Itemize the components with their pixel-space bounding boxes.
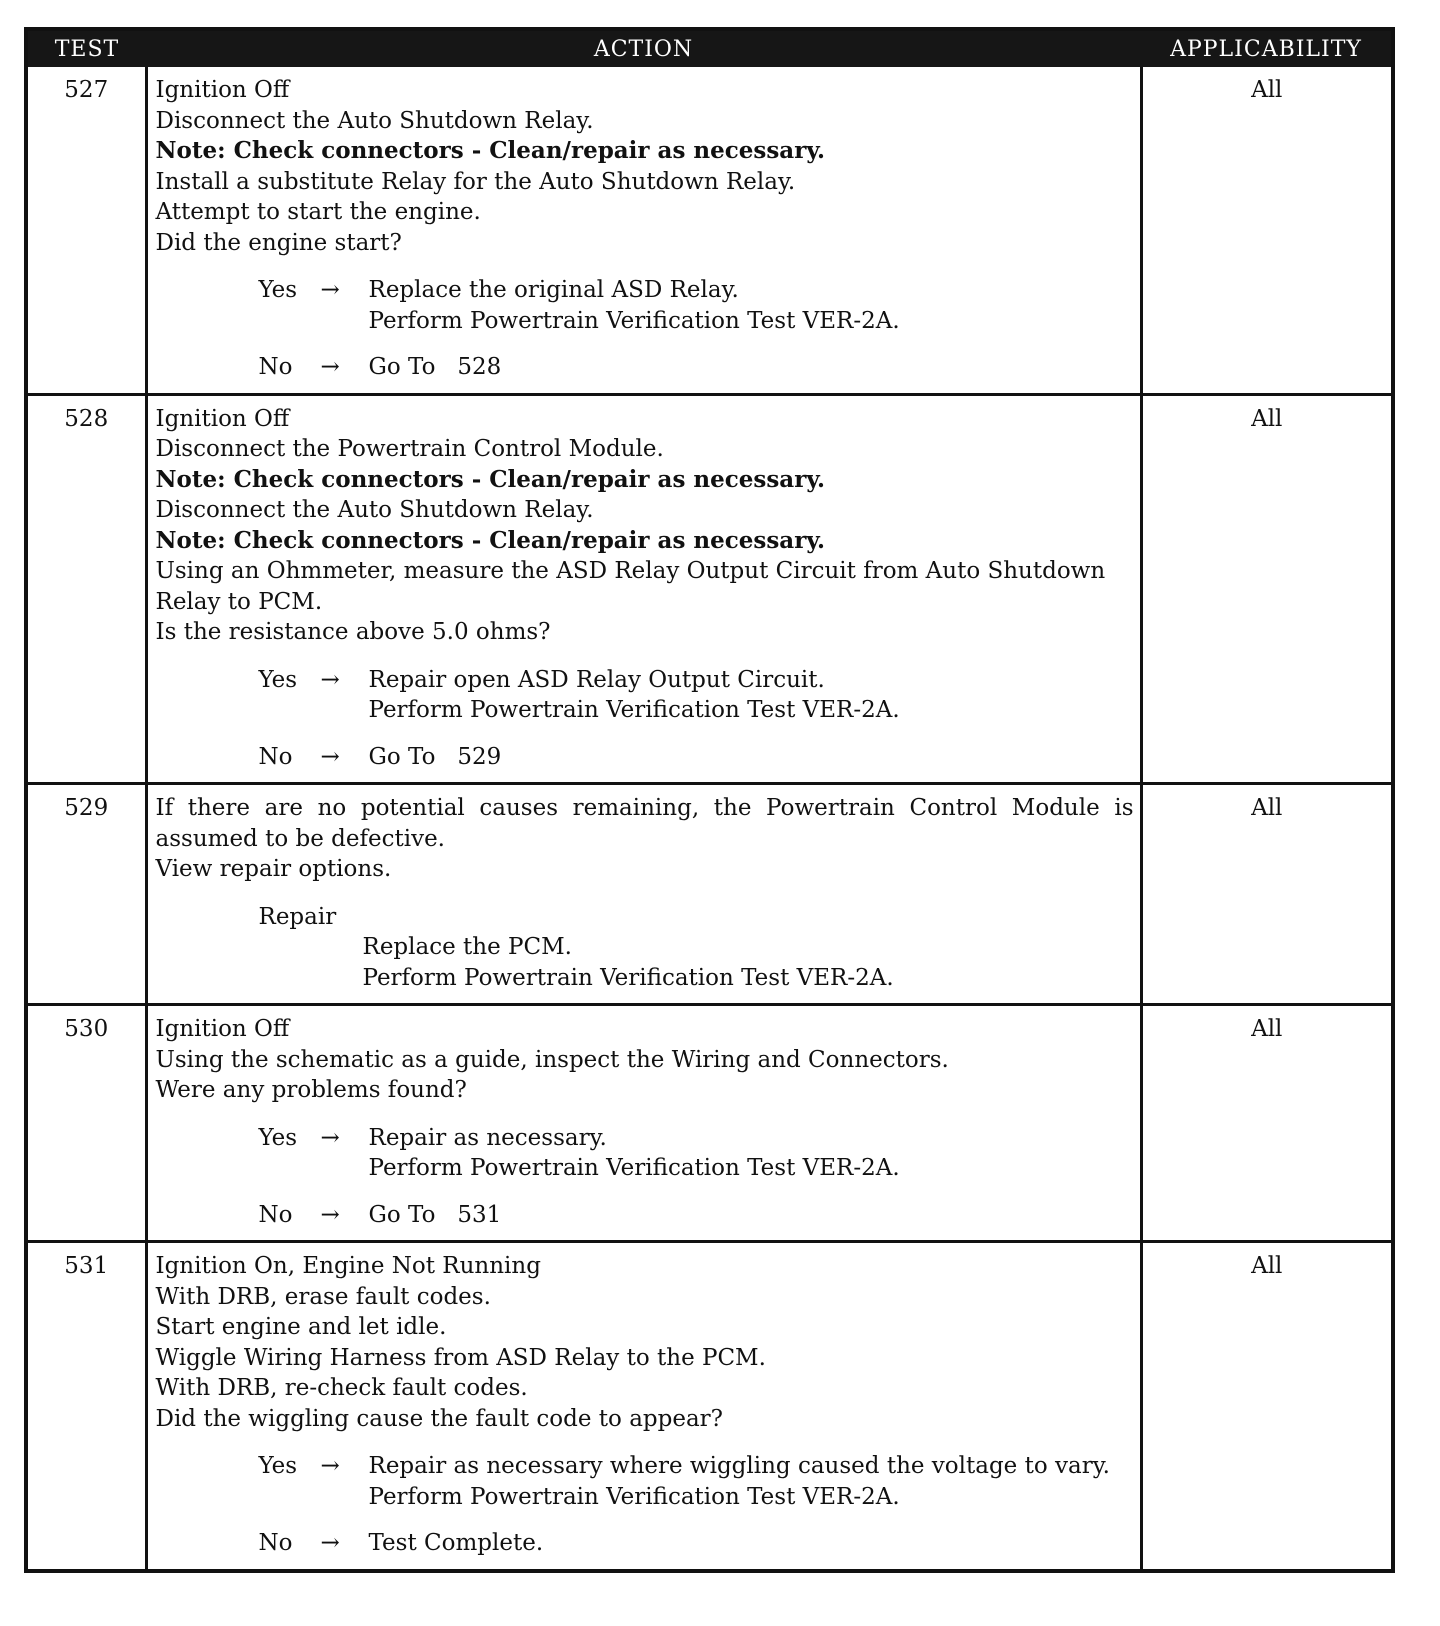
yes-label: Yes (258, 1124, 298, 1151)
yes-text (369, 665, 1134, 726)
header-applicability: APPLICABILITY (1141, 31, 1391, 67)
yes-label: Yes (258, 666, 298, 693)
no-outcome (156, 1528, 1134, 1559)
test-row-527 (28, 67, 1391, 394)
diagnostic-test-table-frame (24, 27, 1395, 1573)
yes-line: Replace the original ASD Relay. (368, 277, 739, 303)
no-label: No (258, 1530, 293, 1556)
no-text: Go To 531 (368, 1201, 502, 1228)
yes-outcome (156, 665, 1134, 726)
no-outcome (156, 742, 1134, 773)
question: Did the wiggling cause the fault code to appear? (155, 1405, 723, 1432)
yes-line: Perform Powertrain Verification Test VER-2A. (368, 1483, 900, 1510)
step: View repair options. (155, 856, 392, 882)
applicability: All (1141, 784, 1391, 1005)
question: Were any problems found? (155, 1077, 467, 1103)
no-label: No (258, 743, 293, 770)
yes-line: Repair as necessary where wiggling caused the voltage to vary. (368, 1453, 1110, 1479)
arrow-right-icon: → (320, 354, 340, 380)
yes-line: Perform Powertrain Verification Test VER-2A. (368, 1155, 900, 1181)
repair-line: Replace the PCM. (362, 934, 572, 960)
step: Ignition Off (155, 405, 290, 432)
outcomes (156, 665, 1134, 773)
yes-line: Repair open ASD Relay Output Circuit. (368, 666, 825, 693)
step: Using the schematic as a guide, inspect the Wiring and Connectors. (155, 1046, 949, 1073)
step: Disconnect the Auto Shutdown Relay. (155, 107, 594, 134)
test-number: 527 (28, 67, 146, 394)
diagnostic-test-table (28, 31, 1391, 1569)
arrow-right-icon: → (320, 666, 340, 693)
step: With DRB, re-check fault codes. (155, 1375, 528, 1401)
arrow-right-icon: → (320, 277, 340, 303)
test-number: 529 (28, 784, 146, 1005)
test-row-528 (28, 394, 1391, 784)
yes-outcome (156, 1123, 1134, 1184)
step: If there are no potential causes remaining, the Powertrain Control Module is assumed to be defective. (155, 795, 1134, 852)
action-cell (146, 1005, 1141, 1242)
action-cell (146, 1242, 1141, 1569)
yes-text (369, 1123, 1134, 1184)
step: Disconnect the Powertrain Control Module. (155, 436, 664, 462)
outcomes (156, 275, 1134, 383)
repair-lines (259, 932, 1134, 993)
yes-label: Yes (258, 1453, 298, 1479)
step: Ignition Off (155, 77, 290, 103)
no-outcome (156, 352, 1134, 383)
test-number: 528 (28, 394, 146, 784)
step: Install a substitute Relay for the Auto Shutdown Relay. (155, 168, 796, 195)
applicability: All (1141, 394, 1391, 784)
no-outcome (156, 1200, 1134, 1231)
step: Ignition On, Engine Not Running (155, 1253, 541, 1279)
applicability: All (1141, 1242, 1391, 1569)
yes-outcome (156, 275, 1134, 336)
yes-text (369, 1451, 1134, 1512)
test-number: 530 (28, 1005, 146, 1242)
no-label: No (258, 1201, 293, 1228)
test-row-530 (28, 1005, 1391, 1242)
test-number: 531 (28, 1242, 146, 1569)
action-cell (146, 67, 1141, 394)
yes-text (369, 275, 1134, 336)
note: Note: Check connectors - Clean/repair as necessary. (155, 137, 826, 164)
question: Is the resistance above 5.0 ohms? (155, 619, 551, 645)
step: With DRB, erase fault codes. (155, 1283, 491, 1310)
arrow-right-icon: → (320, 1453, 340, 1479)
no-text: Test Complete. (368, 1530, 544, 1556)
yes-line: Perform Powertrain Verification Test VER-2A. (368, 307, 900, 334)
yes-outcome (156, 1451, 1134, 1512)
step: Using an Ohmmeter, measure the ASD Relay Output Circuit from Auto Shutdown Relay to PCM. (155, 558, 1106, 615)
yes-label: Yes (258, 277, 298, 303)
arrow-right-icon: → (320, 1530, 340, 1556)
repair-options (156, 902, 1134, 994)
test-row-531 (28, 1242, 1391, 1569)
no-label: No (258, 354, 293, 380)
repair-label: Repair (258, 903, 337, 930)
arrow-right-icon: → (320, 1201, 340, 1228)
step: Disconnect the Auto Shutdown Relay. (155, 497, 594, 523)
yes-line: Repair as necessary. (368, 1124, 607, 1151)
no-text: Go To 528 (368, 354, 502, 380)
arrow-right-icon: → (320, 1124, 340, 1151)
header-action: ACTION (146, 31, 1141, 67)
no-text: Go To 529 (368, 743, 502, 770)
note: Note: Check connectors - Clean/repair as necessary. (155, 465, 826, 493)
step: Attempt to start the engine. (155, 199, 481, 225)
repair-line: Perform Powertrain Verification Test VER-2A. (362, 964, 894, 991)
step: Start engine and let idle. (155, 1314, 447, 1340)
arrow-right-icon: → (320, 743, 340, 770)
header-test: TEST (28, 31, 146, 67)
question: Did the engine start? (155, 229, 402, 256)
note: Note: Check connectors - Clean/repair as necessary. (155, 526, 826, 554)
outcomes (156, 1451, 1134, 1559)
action-cell (146, 394, 1141, 784)
step: Wiggle Wiring Harness from ASD Relay to the PCM. (155, 1344, 766, 1371)
outcomes (156, 1123, 1134, 1231)
action-cell (146, 784, 1141, 1005)
step: Ignition Off (155, 1016, 290, 1042)
test-row-529 (28, 784, 1391, 1005)
applicability: All (1141, 1005, 1391, 1242)
table-header-row (28, 31, 1391, 67)
yes-line: Perform Powertrain Verification Test VER-2A. (368, 697, 900, 723)
applicability: All (1251, 77, 1283, 103)
